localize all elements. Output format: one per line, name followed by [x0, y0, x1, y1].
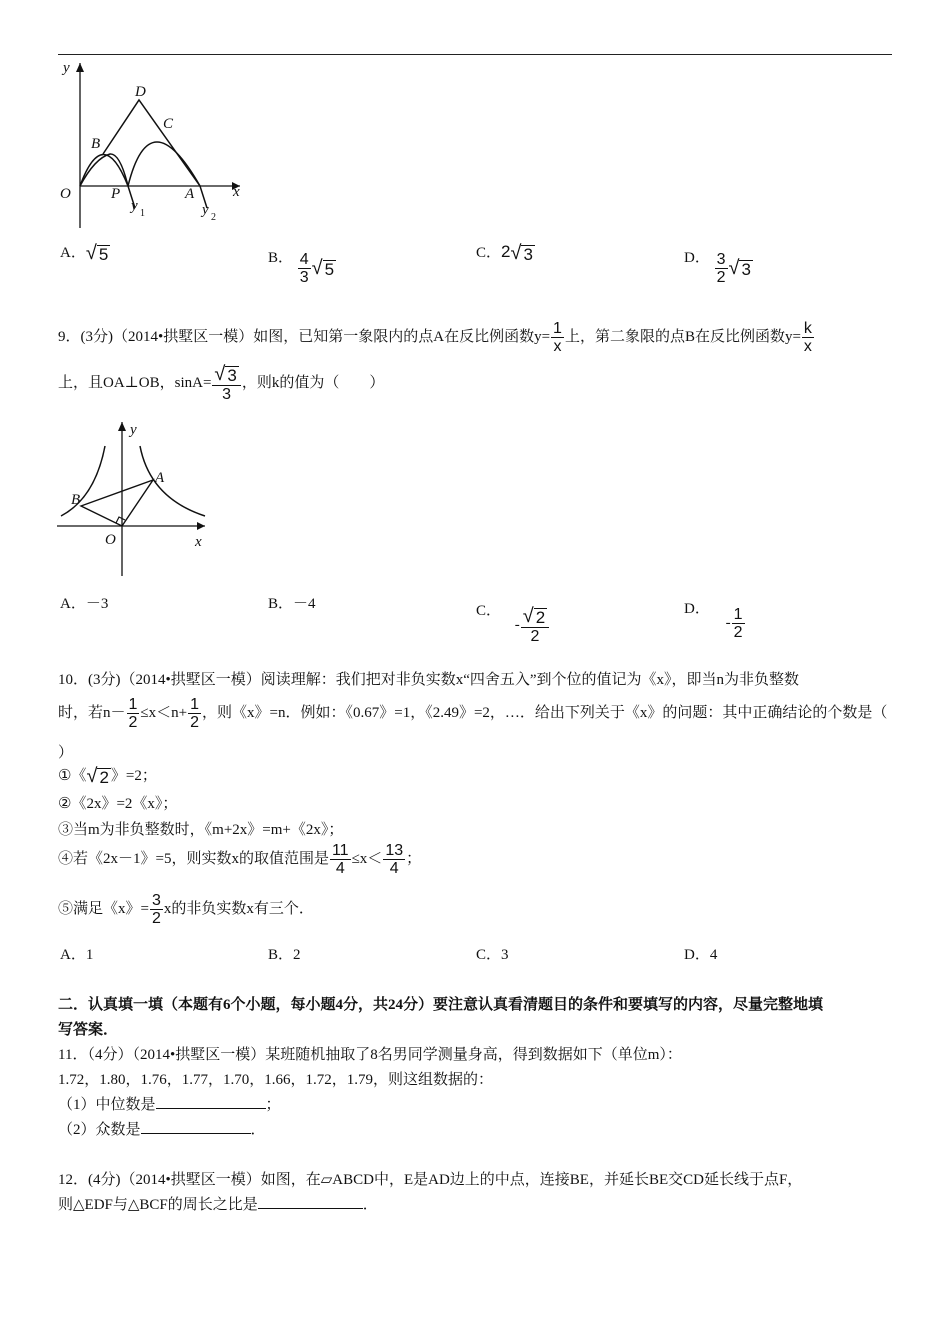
label-O: O — [105, 532, 116, 548]
label-A: A — [155, 470, 165, 486]
q10-statement-3: ③当m为非负整数时，《m+2x》=m+《2x》； — [58, 822, 344, 838]
q8-option-b[interactable]: B． $\frac{4}{3}$ √ 5 — [268, 249, 335, 286]
label-y2-sub: 2 — [211, 212, 216, 223]
y-axis-arrow — [118, 422, 126, 431]
q8-figure — [55, 58, 255, 228]
section-2-heading: 二．认真填一填（本题有6个小题，每小题4分，共24分）要注意认真看清题目的条件和要填写的内容，尽量完整地填 — [58, 997, 824, 1013]
q11-line-3: （1）中位数是 ； — [58, 1093, 281, 1114]
q9-line-1: 9．(3分)（2014•拱墅区一模）如图，已知第一象限内的点A在反比例函数y= $\frac{1}{x}$ 上，第二象限的点B在反比例函数y= $\frac{k}{x}$ — [58, 320, 812, 355]
q10-option-d[interactable]: D．4 — [684, 947, 718, 963]
q10-line-1: 10．(3分)（2014•拱墅区一模）阅读理解：我们把对非负实数x“四舍五入”到个位的值记为《x》，即当n为非负整数 — [58, 672, 800, 688]
ratio-answer-blank[interactable] — [258, 1194, 363, 1209]
q9-option-d[interactable]: D． - $\frac{1}{2}$ — [684, 600, 743, 641]
q10-option-c[interactable]: C．3 — [476, 947, 509, 963]
q9-figure — [55, 418, 215, 578]
x-axis-arrow — [197, 522, 205, 530]
q10-statement-2: ②《2x》=2《x》； — [58, 796, 178, 812]
label-B: B — [91, 136, 101, 152]
right-angle-mark — [116, 517, 125, 523]
label-x: x — [233, 184, 240, 200]
label-y2: y — [202, 202, 209, 218]
label-A: A — [185, 186, 195, 202]
q10-line-3: ） — [58, 745, 74, 761]
q8-option-a[interactable]: A． √ 5 — [60, 242, 109, 265]
q10-statement-4: ④若《2x－1》=5，则实数x的取值范围是 $\frac{11}{4}$ ≤x＜ $\frac{13}{4}$ ； — [58, 842, 422, 877]
label-x: x — [195, 534, 202, 550]
q10-option-b[interactable]: B．2 — [268, 947, 301, 963]
y-axis-arrow — [76, 63, 84, 72]
q10-line-2: 时，若n－ $\frac{1}{2}$ ≤x＜n+ $\frac{1}{2}$ ，则《x》=n．例如：《0.67》=1，《2.49》=2，…．给出下列关于《x》的问题：其中正确结论的个数是（ — [58, 696, 888, 731]
q11-line-2: 1.72，1.80，1.76，1.77，1.70，1.66，1.72，1.79，则这组数据的： — [58, 1072, 494, 1088]
label-B: B — [71, 492, 81, 508]
q8-option-d[interactable]: D． $\frac{3}{2}$ √ 3 — [684, 249, 751, 286]
label-y1-sub: 1 — [140, 208, 145, 219]
q10-statement-5: ⑤满足《x》= $\frac{3}{2}$ x的非负实数x有三个． — [58, 892, 314, 927]
label-y1: y — [131, 198, 138, 214]
label-P: P — [111, 186, 121, 202]
median-answer-blank[interactable] — [156, 1094, 266, 1109]
q10-option-a[interactable]: A．1 — [60, 947, 94, 963]
section-2-heading-cont: 写答案． — [58, 1022, 119, 1038]
q11-line-4: （2）众数是 ． — [58, 1118, 266, 1139]
mode-answer-blank[interactable] — [141, 1119, 251, 1134]
q8-option-c[interactable]: C．2 √ 3 — [476, 242, 533, 265]
label-C: C — [163, 116, 174, 132]
q12-line-2: 则△EDF与△BCF的周长之比是 ． — [58, 1193, 378, 1214]
label-y: y — [63, 60, 70, 76]
label-O: O — [60, 186, 71, 202]
q10-statement-1: ①《 √ 2 》=2； — [58, 765, 157, 788]
q9-option-b[interactable]: B．－4 — [268, 596, 316, 612]
q12-line-1: 12．(4分)（2014•拱墅区一模）如图，在▱ABCD中，E是AD边上的中点，连接BE，并延长BE交CD延长线于点F， — [58, 1172, 803, 1188]
label-y: y — [130, 422, 137, 438]
triangle-OAB — [81, 480, 153, 526]
label-D: D — [135, 84, 146, 100]
q9-option-a[interactable]: A．－3 — [60, 596, 109, 612]
q9-line-2: 上，且OA⊥OB，sinA= √ 3 3 ，则k的值为（ ） — [58, 363, 385, 403]
q9-option-c[interactable]: C． - √ 2 2 — [476, 592, 550, 631]
q11-line-1: 11．（4分）（2014•拱墅区一模）某班随机抽取了8名男同学测量身高，得到数据如下（单位m）： — [58, 1047, 682, 1063]
header-rule — [58, 54, 892, 55]
